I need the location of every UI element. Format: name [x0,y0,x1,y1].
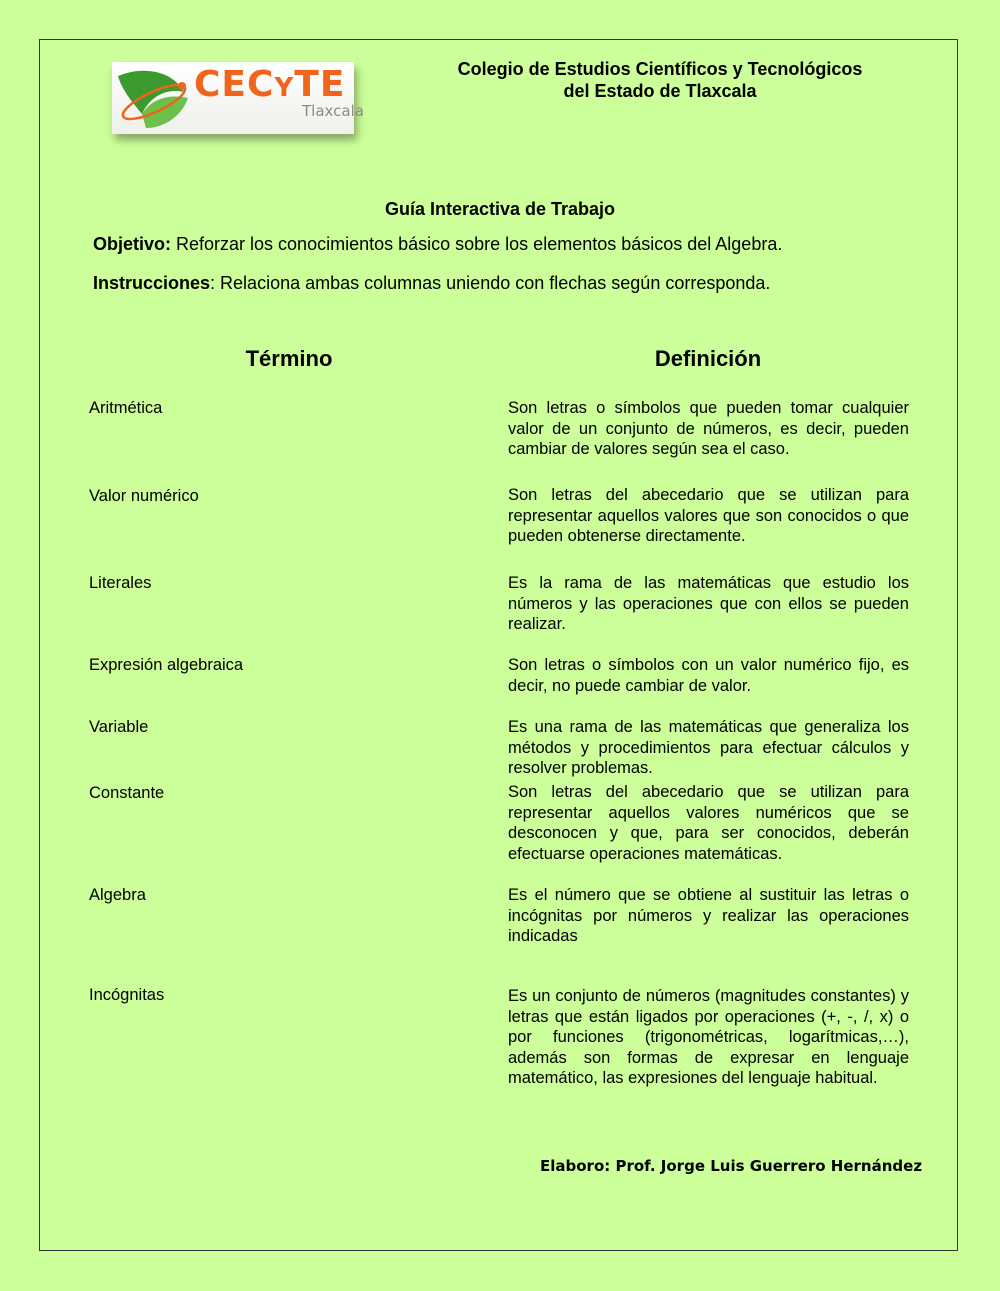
term-item: Literales [89,574,152,592]
logo-wordmark: CECYTE [194,64,346,105]
definition-item: Son letras o símbolos que pueden tomar cualquier valor de un conjunto de números, es decir, pueden cambiar de valores según sea el caso. [508,399,909,458]
definition-item: Es la rama de las matemáticas que estudio los números y las operaciones que con ellos se pueden realizar. [508,574,909,633]
definition-item: Son letras del abecedario que se utilizan para representar aquellos valores que son conocidos o que pueden obtenerse directamente. [508,486,909,545]
instructions-label: Instrucciones [93,273,211,293]
objective-line [93,234,782,255]
author-signature: Elaboro: Prof. Jorge Luis Guerrero Hernández [540,1157,923,1175]
term-item: Constante [89,784,165,802]
term-column-header: Término [245,346,333,371]
term-item: Variable [89,718,149,736]
instructions-text: : Relaciona ambas columnas uniendo con flechas según corresponda. [210,273,771,293]
term-item: Aritmética [89,399,163,417]
objective-label: Objetivo: [93,234,172,254]
definition-item: Es un conjunto de números (magnitudes constantes) y letras que están ligados por operaciones (+, -, /, x) o por funciones (trigonométricas, logarítmicas,…), además son formas de expresar en lenguaje matemático, las expresiones del lenguaje habitual. [508,987,909,1087]
instructions-line [93,273,770,294]
objective-text: Reforzar los conocimientos básico sobre los elementos básicos del Algebra. [171,234,783,254]
institution-name-line-2: del Estado de Tlaxcala [563,81,757,101]
cecyte-logo [112,62,364,134]
definition-item: Es una rama de las matemáticas que generaliza los métodos y procedimientos para efectuar cálculos y resolver problemas. [508,718,909,777]
logo-leaf-icon [112,62,202,134]
logo-subtitle: Tlaxcala [302,102,364,120]
definition-item: Es el número que se obtiene al sustituir las letras o incógnitas por números y realizar las operaciones indicadas [508,886,909,945]
definition-item: Son letras del abecedario que se utilizan para representar aquellos valores numéricos que se desconocen y que, para ser conocidos, deberán efectuarse operaciones matemáticas. [508,783,909,863]
term-item: Incógnitas [89,986,165,1004]
institution-name [420,58,900,102]
institution-name-line-1: Colegio de Estudios Científicos y Tecnológicos [457,59,863,79]
term-item: Valor numérico [89,487,199,505]
term-item: Algebra [89,886,146,904]
definition-item: Son letras o símbolos con un valor numérico fijo, es decir, no puede cambiar de valor. [508,656,909,695]
guide-title: Guía Interactiva de Trabajo [384,199,616,219]
definition-column-header: Definición [654,346,762,371]
term-item: Expresión algebraica [89,656,244,674]
